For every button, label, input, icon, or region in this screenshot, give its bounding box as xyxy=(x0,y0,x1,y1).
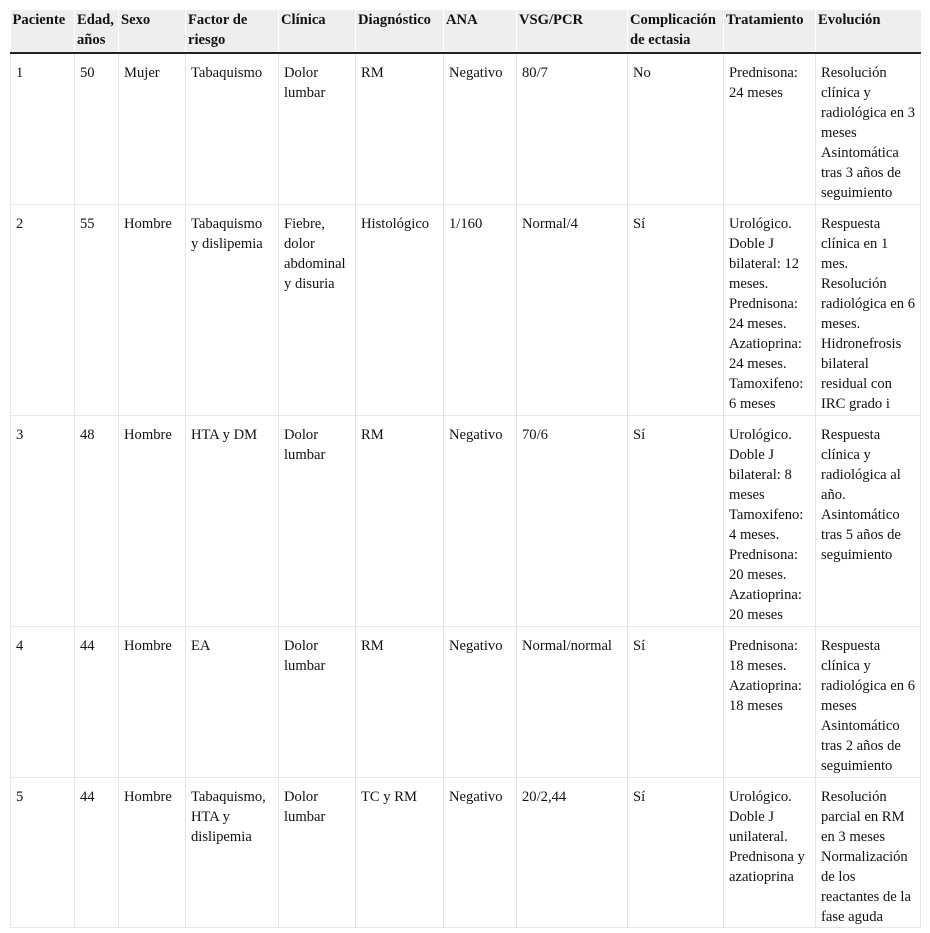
cell-diagnostico: RM xyxy=(356,53,444,204)
header-evolucion: Evolución xyxy=(816,10,921,53)
cell-paciente: 3 xyxy=(11,415,75,626)
cell-evolucion: Respuesta clínica y radiológica al año. Asintomático tras 5 años de seguimiento xyxy=(816,415,921,626)
cell-diagnostico: Histológico xyxy=(356,204,444,415)
cell-sexo: Hombre xyxy=(119,204,186,415)
cell-vsg-pcr: Normal/4 xyxy=(517,204,628,415)
cell-factor-riesgo: Tabaquismo xyxy=(186,53,279,204)
cell-ana: Negativo xyxy=(444,415,517,626)
cell-evolucion: Resolución clínica y radiológica en 3 meses Asintomática tras 3 años de seguimiento xyxy=(816,53,921,204)
cell-factor-riesgo: EA xyxy=(186,626,279,777)
table-row xyxy=(11,777,921,927)
header-complicacion: Complicación de ectasia xyxy=(628,10,724,53)
cell-edad: 48 xyxy=(75,415,119,626)
header-vsg-pcr: VSG/PCR xyxy=(517,10,628,53)
cell-evolucion: Respuesta clínica en 1 mes. Resolución radiológica en 6 meses. Hidronefrosis bilateral residual con IRC grado i xyxy=(816,204,921,415)
header-ana: ANA xyxy=(444,10,517,53)
header-sexo: Sexo xyxy=(119,10,186,53)
cell-vsg-pcr: 80/7 xyxy=(517,53,628,204)
table-row xyxy=(11,626,921,777)
header-paciente: Paciente xyxy=(11,10,75,53)
cell-vsg-pcr: Normal/normal xyxy=(517,626,628,777)
cell-clinica: Dolor lumbar xyxy=(279,626,356,777)
cell-tratamiento: Urológico. Doble J bilateral: 12 meses. Prednisona: 24 meses. Azatioprina: 24 meses. Tamoxifeno: 6 meses xyxy=(724,204,816,415)
cell-diagnostico: RM xyxy=(356,415,444,626)
header-factor-riesgo: Factor de riesgo xyxy=(186,10,279,53)
cell-clinica: Dolor lumbar xyxy=(279,53,356,204)
cell-sexo: Hombre xyxy=(119,415,186,626)
cell-ana: Negativo xyxy=(444,626,517,777)
cell-factor-riesgo: HTA y DM xyxy=(186,415,279,626)
cell-factor-riesgo: Tabaquismo, HTA y dislipemia xyxy=(186,777,279,927)
table-wrapper xyxy=(10,10,920,928)
cell-sexo: Hombre xyxy=(119,777,186,927)
table-row xyxy=(11,53,921,204)
cell-factor-riesgo: Tabaquismo y dislipemia xyxy=(186,204,279,415)
cell-vsg-pcr: 70/6 xyxy=(517,415,628,626)
cell-tratamiento: Prednisona: 18 meses. Azatioprina: 18 meses xyxy=(724,626,816,777)
cell-diagnostico: TC y RM xyxy=(356,777,444,927)
cell-paciente: 1 xyxy=(11,53,75,204)
table-body xyxy=(11,53,921,927)
cell-sexo: Mujer xyxy=(119,53,186,204)
header-edad: Edad, años xyxy=(75,10,119,53)
table-row xyxy=(11,415,921,626)
cell-paciente: 4 xyxy=(11,626,75,777)
header-diagnostico: Diagnóstico xyxy=(356,10,444,53)
cell-edad: 55 xyxy=(75,204,119,415)
cell-ana: Negativo xyxy=(444,53,517,204)
cell-clinica: Dolor lumbar xyxy=(279,777,356,927)
cell-tratamiento: Prednisona: 24 meses xyxy=(724,53,816,204)
cell-edad: 50 xyxy=(75,53,119,204)
cell-ana: 1/160 xyxy=(444,204,517,415)
cell-paciente: 5 xyxy=(11,777,75,927)
cell-complicacion: Sí xyxy=(628,415,724,626)
cell-evolucion: Resolución parcial en RM en 3 meses Normalización de los reactantes de la fase aguda xyxy=(816,777,921,927)
cell-tratamiento: Urológico. Doble J unilateral. Prednisona y azatioprina xyxy=(724,777,816,927)
cell-tratamiento: Urológico. Doble J bilateral: 8 meses Tamoxifeno: 4 meses. Prednisona: 20 meses. Azatioprina: 20 meses xyxy=(724,415,816,626)
cell-sexo: Hombre xyxy=(119,626,186,777)
patients-table xyxy=(10,10,921,928)
cell-complicacion: Sí xyxy=(628,204,724,415)
header-tratamiento: Tratamiento xyxy=(724,10,816,53)
cell-edad: 44 xyxy=(75,777,119,927)
table-header xyxy=(11,10,921,53)
cell-edad: 44 xyxy=(75,626,119,777)
cell-evolucion: Respuesta clínica y radiológica en 6 meses Asintomático tras 2 años de seguimiento xyxy=(816,626,921,777)
cell-vsg-pcr: 20/2,44 xyxy=(517,777,628,927)
cell-complicacion: Sí xyxy=(628,777,724,927)
table-row xyxy=(11,204,921,415)
cell-clinica: Fiebre, dolor abdominal y disuria xyxy=(279,204,356,415)
cell-ana: Negativo xyxy=(444,777,517,927)
header-row xyxy=(11,10,921,53)
header-clinica: Clínica xyxy=(279,10,356,53)
cell-clinica: Dolor lumbar xyxy=(279,415,356,626)
cell-complicacion: No xyxy=(628,53,724,204)
cell-diagnostico: RM xyxy=(356,626,444,777)
cell-complicacion: Sí xyxy=(628,626,724,777)
cell-paciente: 2 xyxy=(11,204,75,415)
